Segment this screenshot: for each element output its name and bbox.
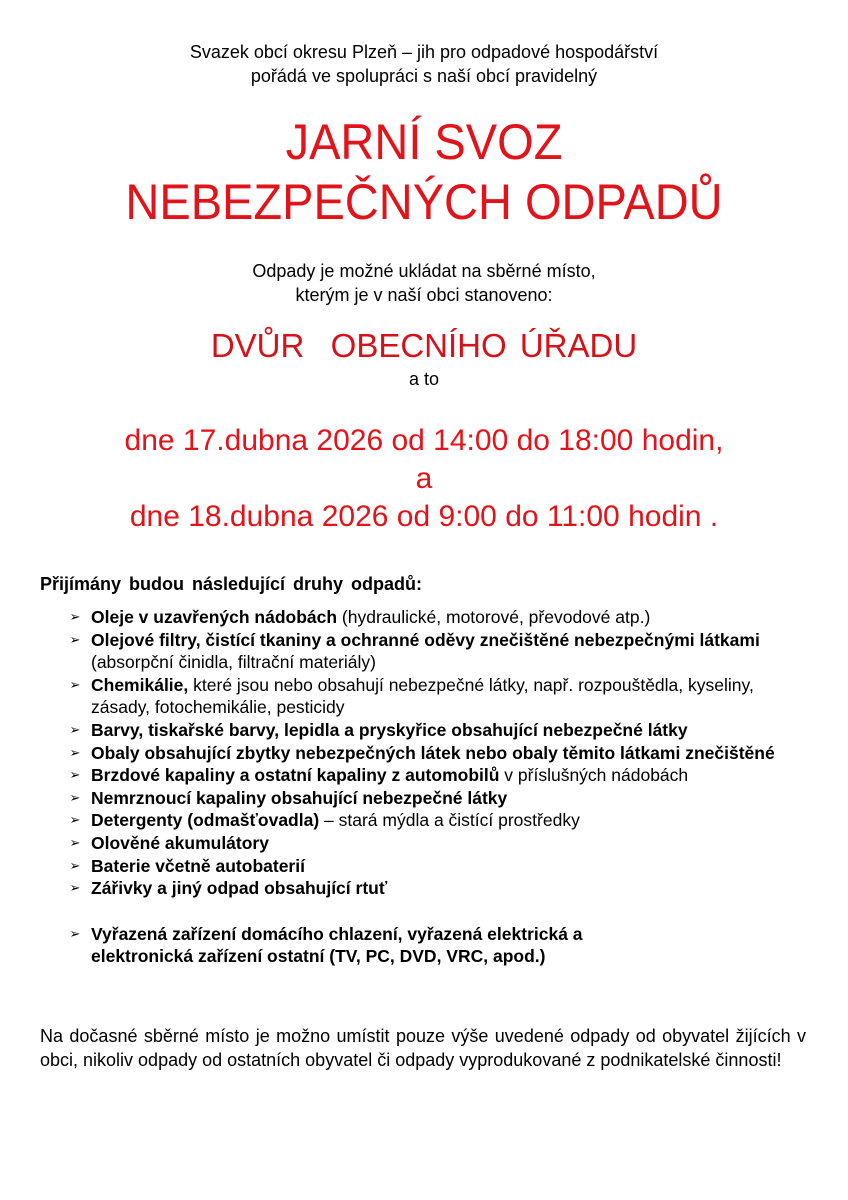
collection-point-intro <box>0 259 848 307</box>
arrowhead-bullet-icon: ➢ <box>69 631 81 647</box>
arrowhead-bullet-icon: ➢ <box>69 721 81 737</box>
list-item: ➢ Chemikálie, které jsou nebo obsahují nebezpečné látky, např. rozpouštědla, kyseliny, zásady, fotochemikálie, pesticidy <box>66 674 806 719</box>
list-item: ➢ Vyřazená zařízení domácího chlazení, vyřazená elektrická a elektronická zařízení ostatní (TV, PC, DVD, VRC, apod.) <box>66 923 651 968</box>
title-line-2: NEBEZPEČNÝCH ODPADŮ <box>125 174 723 230</box>
arrowhead-bullet-icon: ➢ <box>69 744 81 760</box>
connector-text: a to <box>408 369 440 389</box>
collection-dates <box>0 422 848 536</box>
intro-line-1: Svazek obcí okresu Plzeň – jih pro odpadové hospodářství <box>189 42 659 62</box>
intro-text <box>0 40 848 88</box>
place-intro-line-2: kterým je v naší obci stanoveno: <box>295 285 553 305</box>
footer-note: Na dočasné sběrné místo je možno umístit pouze výše uvedené odpady od obyvatel žijících v obci, nikoliv odpady od ostatních obyvatel či odpady vyprodukované z podnikatelské činnosti! <box>40 1026 806 1070</box>
collection-point-name: DVŮR OBECNÍHO ÚŘADU <box>210 327 638 364</box>
list-item: ➢ Olověné akumulátory <box>66 832 806 855</box>
arrowhead-bullet-icon: ➢ <box>69 767 81 783</box>
arrowhead-bullet-icon: ➢ <box>69 676 81 692</box>
list-item: ➢ Zářivky a jiný odpad obsahující rtuť <box>66 877 806 900</box>
arrowhead-bullet-icon: ➢ <box>69 609 81 624</box>
list-item: ➢ Baterie včetně autobaterií <box>66 855 806 878</box>
main-title <box>25 112 822 232</box>
arrowhead-bullet-icon: ➢ <box>69 834 81 850</box>
arrowhead-bullet-icon: ➢ <box>69 789 81 805</box>
date-connector: a <box>415 462 433 495</box>
accepted-waste-list <box>66 606 806 968</box>
list-item: ➢ Obaly obsahující zbytky nebezpečných látek nebo obaly těmito látkami znečištěné <box>66 742 806 765</box>
intro-line-2: pořádá ve spolupráci s naší obcí pravidelný <box>250 66 598 86</box>
arrowhead-bullet-icon: ➢ <box>69 812 81 828</box>
list-item: ➢ Oleje v uzavřených nádobách (hydraulické, motorové, převodové atp.) <box>66 606 806 629</box>
list-item: ➢ Detergenty (odmašťovadla) – stará mýdla a čistící prostředky <box>66 809 806 832</box>
arrowhead-bullet-icon: ➢ <box>69 857 81 873</box>
arrowhead-bullet-icon: ➢ <box>69 880 81 896</box>
list-item: ➢ Barvy, tiskařské barvy, lepidla a pryskyřice obsahující nebezpečné látky <box>66 719 806 742</box>
arrowhead-bullet-icon: ➢ <box>69 925 81 941</box>
date-2: dne 18.dubna 2026 od 9:00 do 11:00 hodin . <box>129 500 719 533</box>
date-1: dne 17.dubna 2026 od 14:00 do 18:00 hodin, <box>124 424 724 457</box>
list-item: ➢ Nemrznoucí kapaliny obsahující nebezpečné látky <box>66 787 806 810</box>
accepted-waste-heading: Přijímány budou následující druhy odpadů: <box>40 574 423 594</box>
place-intro-line-1: Odpady je možné ukládat na sběrné místo, <box>252 261 596 281</box>
list-item: ➢ Olejové filtry, čistící tkaniny a ochranné oděvy znečištěné nebezpečnými látkami (absorpční činidla, filtrační materiály) <box>66 629 806 674</box>
list-item: ➢ Brzdové kapaliny a ostatní kapaliny z automobilů v příslušných nádobách <box>66 764 806 787</box>
title-line-1: JARNÍ SVOZ <box>285 114 563 170</box>
